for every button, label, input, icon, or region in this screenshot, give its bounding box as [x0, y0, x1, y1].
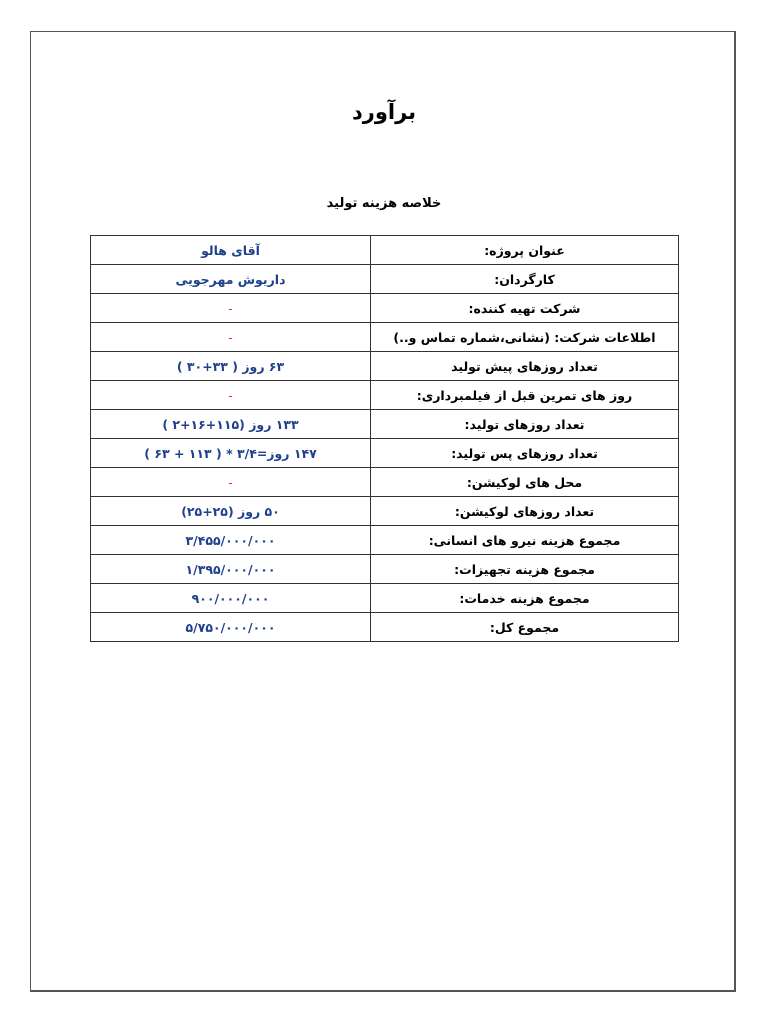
row-label: مجموع هزینه خدمات: — [371, 584, 679, 613]
row-value: آقای هالو — [91, 236, 371, 265]
table-row — [91, 613, 679, 642]
row-label: شرکت تهیه کننده: — [371, 294, 679, 323]
table-row — [91, 526, 679, 555]
row-value: ۶۳ روز ( ۳۳+۳۰ ) — [91, 352, 371, 381]
row-label: مجموع هزینه تجهیزات: — [371, 555, 679, 584]
table-row — [91, 584, 679, 613]
table-row — [91, 468, 679, 497]
table-row — [91, 555, 679, 584]
row-value-empty: - — [91, 381, 371, 410]
row-value-empty: - — [91, 323, 371, 352]
row-value: ۳/۴۵۵/۰۰۰/۰۰۰ — [91, 526, 371, 555]
row-label: عنوان پروژه: — [371, 236, 679, 265]
row-label: تعداد روزهای تولید: — [371, 410, 679, 439]
row-value-empty: - — [91, 294, 371, 323]
row-value: داریوش مهرجویی — [91, 265, 371, 294]
table-row — [91, 439, 679, 468]
row-label: محل های لوکیشن: — [371, 468, 679, 497]
row-value: ۱۳۳ روز (۱۱۵+۱۶+۲ ) — [91, 410, 371, 439]
table-row — [91, 497, 679, 526]
row-value: ۵۰ روز (۲۵+۲۵) — [91, 497, 371, 526]
production-cost-summary-table — [90, 235, 679, 642]
row-value: ۹۰۰/۰۰۰/۰۰۰ — [91, 584, 371, 613]
row-label: روز های تمرین قبل از فیلمبرداری: — [371, 381, 679, 410]
row-value: ۱/۳۹۵/۰۰۰/۰۰۰ — [91, 555, 371, 584]
table-row — [91, 294, 679, 323]
row-label: مجموع کل: — [371, 613, 679, 642]
row-label: تعداد روزهای لوکیشن: — [371, 497, 679, 526]
row-label: تعداد روزهای پس تولید: — [371, 439, 679, 468]
document-subtitle: خلاصه هزینه تولید — [326, 196, 442, 211]
document-title: برآورد — [351, 100, 417, 124]
row-label: تعداد روزهای پیش تولید — [371, 352, 679, 381]
table-row — [91, 352, 679, 381]
row-value: ۱۴۷ روز=۳/۴ * ( ۱۱۳ + ۶۳ ) — [91, 439, 371, 468]
table-row — [91, 236, 679, 265]
row-label: اطلاعات شرکت: (نشانی،شماره تماس و..) — [371, 323, 679, 352]
table-row — [91, 410, 679, 439]
row-label: مجموع هزینه نیرو های انسانی: — [371, 526, 679, 555]
row-value: ۵/۷۵۰/۰۰۰/۰۰۰ — [91, 613, 371, 642]
table-row — [91, 265, 679, 294]
row-label: کارگردان: — [371, 265, 679, 294]
table-row — [91, 323, 679, 352]
table-row — [91, 381, 679, 410]
row-value-empty: - — [91, 468, 371, 497]
